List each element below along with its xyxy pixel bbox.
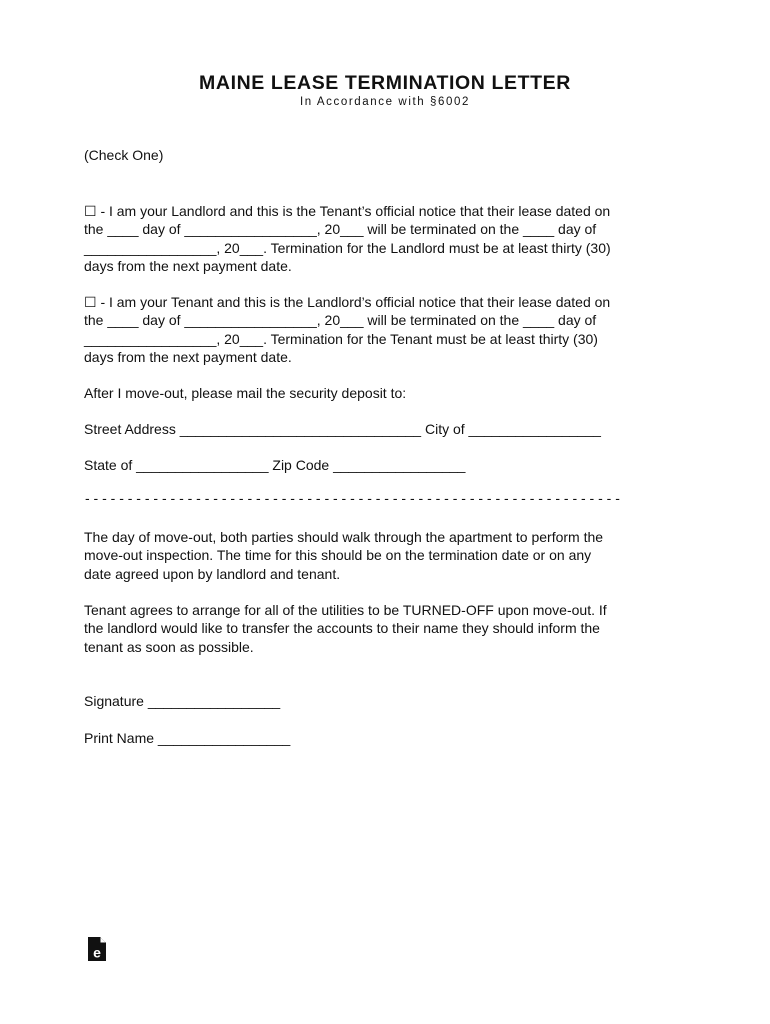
inspection-line: date agreed upon by landlord and tenant. [84,565,341,582]
address-line-text: Street Address _______________________________ City of _________________ [84,421,601,437]
logo-letter: e [93,944,101,961]
landlord-option-paragraph [84,202,684,276]
tenant-option-paragraph [84,293,684,367]
landlord-option-line: the ____ day of _________________, 20___ will be terminated on the ____ day of [84,221,597,238]
section-divider: - - - - - - - - - - - - - - - - - - - - - - - - - - - - - - - - - - - - - - - - - - - - - - - - - - - - - - - - - - - - - - - [85,490,620,506]
utilities-line: the landlord would like to transfer the accounts to their name they should inform the [84,620,600,637]
state-zip-line [84,456,684,474]
landlord-option-line: _________________, 20___. Termination for the Landlord must be at least thirty (30) [84,239,611,256]
mail-deposit-text: After I move-out, please mail the security deposit to: [84,385,407,401]
utilities-line: tenant as soon as possible. [84,638,254,655]
tenant-option-line: the ____ day of _________________, 20___ will be terminated on the ____ day of [84,312,597,329]
state-zip-line-text: State of _________________ Zip Code _________________ [84,457,466,473]
signature-line-text: Signature _________________ [84,693,281,709]
address-line [84,420,684,438]
print-name-line [84,729,684,747]
signature-line [84,692,684,710]
document-title: MAINE LEASE TERMINATION LETTER [199,72,571,94]
landlord-option-line: ☐ - I am your Landlord and this is the Tenant’s official notice that their lease dated on [84,203,611,219]
eforms-document-icon [87,936,107,962]
landlord-option-line: days from the next payment date. [84,258,292,275]
tenant-option-line: days from the next payment date. [84,349,292,366]
utilities-paragraph [84,601,684,656]
check-one-label: (Check One) [84,147,164,163]
tenant-option-line: ☐ - I am your Tenant and this is the Landlord’s official notice that their lease dated on [84,294,611,310]
print-name-line-text: Print Name _________________ [84,730,291,746]
inspection-line: move-out inspection. The time for this should be on the termination date or on any [84,547,592,564]
utilities-line: Tenant agrees to arrange for all of the utilities to be TURNED-OFF upon move-out. If [84,602,607,618]
document-subtitle: In Accordance with §6002 [299,96,471,108]
inspection-paragraph [84,528,684,583]
tenant-option-line: _________________, 20___. Termination for the Tenant must be at least thirty (30) [84,330,598,347]
inspection-line: The day of move-out, both parties should walk through the apartment to perform the [84,529,604,545]
